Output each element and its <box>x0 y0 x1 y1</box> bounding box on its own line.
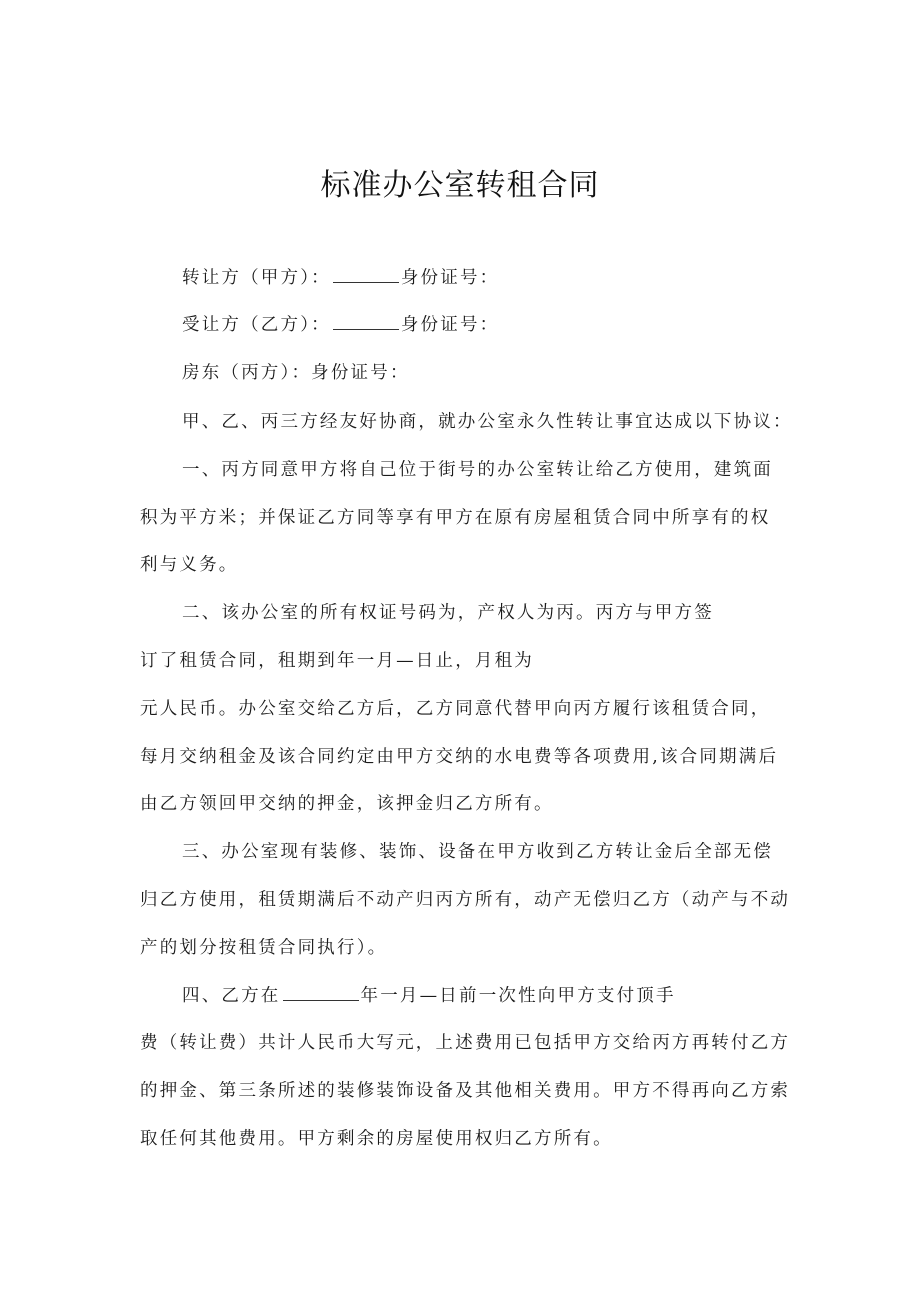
clause-2-line-1: 二、该办公室的所有权证号码为，产权人为丙。丙方与甲方签 <box>182 603 714 623</box>
document-title: 标准办公室转租合同 <box>320 168 600 203</box>
clause-1-line-2: 积为平方米；并保证乙方同等享有甲方在原有房屋租赁合同中所享有的权 <box>140 508 771 528</box>
clause-2-line-3: 元人民币。办公室交给乙方后，乙方同意代替甲向丙方履行该租赁合同， <box>140 699 771 719</box>
party-a-line <box>182 266 499 290</box>
clause-4-line-3: 的押金、第三条所述的装修装饰设备及其他相关费用。甲方不得再向乙方索 <box>140 1081 791 1101</box>
clause-4-line-1 <box>182 984 676 1008</box>
preamble-paragraph: 甲、乙、丙三方经友好协商，就办公室永久性转让事宜达成以下协议： <box>182 412 793 432</box>
clause-3-line-2: 归乙方使用，租赁期满后不动产归丙方所有，动产无偿归乙方（动产与不动 <box>140 890 791 910</box>
clause-2-line-4: 每月交纳租金及该合同约定由甲方交纳的水电费等各项费用,该合同期满后 <box>140 747 779 767</box>
clause-1-line-1: 一、丙方同意甲方将自己位于街号的办公室转让给乙方使用，建筑面 <box>182 460 773 480</box>
party-b-name-blank[interactable] <box>333 313 399 330</box>
clause-2-line-2: 订了租赁合同，租期到年一月—日止，月租为 <box>140 651 534 671</box>
clause-3-line-3: 产的划分按租赁合同执行）。 <box>140 938 388 958</box>
clause-2-line-5: 由乙方领回甲交纳的押金，该押金归乙方所有。 <box>140 794 554 814</box>
party-b-line <box>182 313 499 337</box>
clause-1-line-3: 利与义务。 <box>140 555 239 575</box>
party-b-label: 受让方（乙方）： <box>182 315 331 335</box>
party-a-name-blank[interactable] <box>333 266 399 283</box>
clause-4-date-blank[interactable] <box>283 984 359 1001</box>
party-a-label: 转让方（甲方）： <box>182 268 331 288</box>
party-c-line: 房东（丙方）：身份证号： <box>182 363 410 383</box>
party-b-id-label: 身份证号： <box>400 315 500 335</box>
clause-4-line-4: 取任何其他费用。甲方剩余的房屋使用权归乙方所有。 <box>140 1129 613 1149</box>
party-a-id-label: 身份证号： <box>400 268 500 288</box>
clause-4-line-2: 费（转让费）共计人民币大写元，上述费用已包括甲方交给丙方再转付乙方 <box>140 1033 791 1053</box>
clause-3-line-1: 三、办公室现有装修、装饰、设备在甲方收到乙方转让金后全部无偿 <box>182 842 773 862</box>
clause-4-suffix: 年一月—日前一次性向甲方支付顶手 <box>360 986 676 1006</box>
clause-4-prefix: 四、乙方在 <box>182 986 281 1006</box>
